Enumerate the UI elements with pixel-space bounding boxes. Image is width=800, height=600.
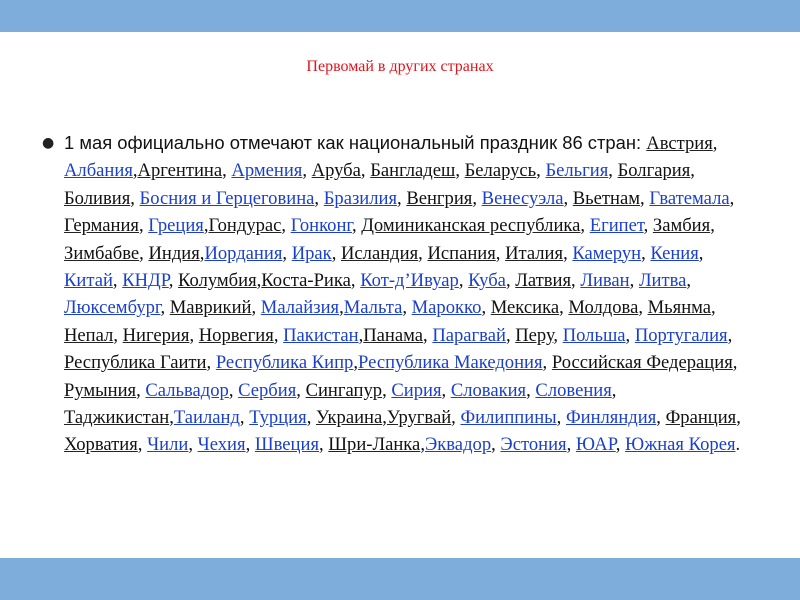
country-link[interactable]: Эстония <box>500 434 567 456</box>
country-link[interactable]: Сальвадор <box>145 379 229 401</box>
country-list <box>64 133 741 455</box>
country-name: Республика Гаити <box>64 352 207 374</box>
separator: , <box>331 242 341 264</box>
lead-text: 1 мая официально отмечают как национальный праздник 86 стран: <box>64 132 642 153</box>
country-link[interactable]: Люксембург <box>64 297 161 319</box>
country-name: Нигерия <box>122 324 190 346</box>
separator: , <box>710 215 715 237</box>
separator: , <box>245 434 255 456</box>
separator: , <box>306 407 316 429</box>
country-name: Мьянма <box>647 297 712 319</box>
country-link[interactable]: Парагвай <box>432 324 506 346</box>
separator: , <box>608 160 618 182</box>
separator: , <box>542 352 552 374</box>
separator: , <box>358 324 364 346</box>
separator: , <box>423 324 433 346</box>
separator: , <box>566 434 576 456</box>
country-link[interactable]: КНДР <box>122 270 169 292</box>
country-link[interactable]: Турция <box>249 407 307 429</box>
country-name: Франция <box>665 407 737 429</box>
slide-title: Первомай в других странах <box>306 58 494 75</box>
country-name: Беларусь <box>464 160 537 182</box>
country-link[interactable]: Сербия <box>238 379 297 401</box>
country-name: Исландия <box>341 242 419 264</box>
separator: , <box>553 324 563 346</box>
country-link[interactable]: Эквадор <box>424 434 492 456</box>
separator: , <box>656 407 666 429</box>
separator: , <box>136 379 146 401</box>
country-name: Сингапур <box>305 379 383 401</box>
country-link[interactable]: Греция <box>148 215 204 237</box>
country-link[interactable]: Таиланд <box>173 407 240 429</box>
country-link[interactable]: Финляндия <box>565 407 657 429</box>
separator: , <box>441 379 451 401</box>
separator: , <box>397 187 407 209</box>
country-name: Перу <box>515 324 554 346</box>
country-name: Бангладеш <box>370 160 456 182</box>
country-name: Австрия <box>646 133 713 154</box>
separator: , <box>625 324 635 346</box>
country-link[interactable]: Чехия <box>197 434 246 456</box>
country-name: Шри-Ланка <box>328 434 421 456</box>
country-link[interactable]: Республика Македония <box>358 352 543 374</box>
slide-body <box>64 130 754 459</box>
separator: , <box>402 297 412 319</box>
country-link[interactable]: Венесуэла <box>481 187 564 209</box>
country-name: Венгрия <box>406 187 473 209</box>
separator: , <box>203 215 209 237</box>
bottom-band <box>0 558 800 600</box>
separator: , <box>273 324 284 346</box>
separator: , <box>472 187 482 209</box>
country-link[interactable]: Армения <box>231 160 303 182</box>
separator: , <box>458 270 469 292</box>
separator: , <box>339 297 344 319</box>
separator: , <box>132 160 138 182</box>
separator: , <box>130 187 140 209</box>
country-name: Панама <box>363 324 424 346</box>
country-name: Коста-Рика <box>261 270 351 292</box>
country-name: Колумбия <box>178 270 257 292</box>
country-link[interactable]: Египет <box>589 215 644 237</box>
separator: , <box>296 379 306 401</box>
country-name: Норвегия <box>198 324 274 346</box>
separator: , <box>281 215 291 237</box>
separator: , <box>571 270 581 292</box>
country-name: Маврикий <box>169 297 252 319</box>
country-link[interactable]: Малайзия <box>260 297 340 319</box>
separator: , <box>563 242 573 264</box>
country-link[interactable]: Сирия <box>391 379 442 401</box>
separator: , <box>712 133 718 154</box>
separator: , <box>353 352 359 374</box>
country-name: Зимбабве <box>64 242 140 264</box>
bullet-icon: ● <box>42 135 55 151</box>
country-name: Аруба <box>311 160 361 182</box>
country-link[interactable]: Чили <box>147 434 189 456</box>
country-link[interactable]: Гонконг <box>290 215 352 237</box>
separator: , <box>736 407 741 429</box>
country-link[interactable]: Босния и Герцеговина <box>139 187 315 209</box>
separator: , <box>351 215 362 237</box>
country-name: Непал <box>64 324 114 346</box>
country-name: Российская Федерация <box>551 352 733 374</box>
separator: , <box>563 187 573 209</box>
separator: , <box>302 160 312 182</box>
separator: , <box>282 242 292 264</box>
separator: , <box>638 297 648 319</box>
separator: , <box>526 379 536 401</box>
country-name: Гондурас <box>208 215 282 237</box>
country-link[interactable]: Кения <box>650 242 699 264</box>
country-link[interactable]: Иордания <box>204 242 283 264</box>
country-link[interactable]: Марокко <box>411 297 482 319</box>
separator: , <box>239 407 250 429</box>
separator: , <box>137 434 148 456</box>
country-link[interactable]: Албания <box>64 160 133 182</box>
separator: , <box>206 352 216 374</box>
country-link[interactable]: Словакия <box>450 379 527 401</box>
country-name: Италия <box>505 242 564 264</box>
country-link[interactable]: Республика Кипр <box>215 352 354 374</box>
country-link[interactable]: Бельгия <box>545 160 609 182</box>
country-link[interactable]: Ливан <box>580 270 630 292</box>
separator: , <box>615 434 626 456</box>
separator: , <box>199 242 205 264</box>
country-name: Румыния <box>64 379 137 401</box>
separator: , <box>640 187 650 209</box>
separator: , <box>643 215 653 237</box>
country-name: Испания <box>427 242 496 264</box>
separator: , <box>641 242 651 264</box>
separator: , <box>711 297 716 319</box>
separator: , <box>319 434 329 456</box>
country-link[interactable]: Словения <box>535 379 612 401</box>
separator: , <box>350 270 361 292</box>
country-name: Мексика <box>490 297 560 319</box>
country-name: Болгария <box>617 160 691 182</box>
separator: , <box>420 434 425 456</box>
country-link[interactable]: Польша <box>562 324 626 346</box>
separator: , <box>160 297 170 319</box>
separator: , <box>729 187 735 209</box>
separator: , <box>732 352 738 374</box>
country-link[interactable]: Кот-д’Ивуар <box>360 270 459 292</box>
separator: , <box>698 242 704 264</box>
separator: , <box>228 379 239 401</box>
country-link[interactable]: Куба <box>468 270 506 292</box>
separator: , <box>168 270 179 292</box>
separator: , <box>536 160 546 182</box>
separator: , <box>189 324 199 346</box>
separator: , <box>451 407 461 429</box>
separator: , <box>360 160 371 182</box>
country-name: Таджикистан <box>64 407 170 429</box>
country-name: Доминиканская республика <box>361 215 581 237</box>
separator: , <box>138 215 149 237</box>
separator: , <box>727 324 733 346</box>
country-name: Аргентина <box>137 160 223 182</box>
country-link[interactable]: Португалия <box>634 324 728 346</box>
country-link[interactable]: Ирак <box>291 242 332 264</box>
separator: , <box>418 242 428 264</box>
country-name: Замбия <box>652 215 711 237</box>
separator: , <box>455 160 465 182</box>
separator: , <box>686 270 692 292</box>
separator: , <box>559 297 569 319</box>
separator: , <box>556 407 566 429</box>
country-name: Индия <box>148 242 200 264</box>
country-name: Уругвай <box>386 407 452 429</box>
separator: , <box>580 215 590 237</box>
separator: , <box>169 407 174 429</box>
country-name: Латвия <box>515 270 572 292</box>
separator: , <box>256 270 262 292</box>
country-name: Вьетнам <box>572 187 641 209</box>
top-band <box>0 0 800 32</box>
country-link[interactable]: Камерун <box>572 242 642 264</box>
separator: , <box>611 379 617 401</box>
separator: , <box>495 242 506 264</box>
separator: , <box>690 160 695 182</box>
separator: , <box>382 407 387 429</box>
separator: , <box>382 379 392 401</box>
country-link[interactable]: Пакистан <box>283 324 359 346</box>
separator: , <box>505 324 516 346</box>
country-link[interactable]: Южная Корея <box>625 434 736 456</box>
country-name: Украина <box>315 407 383 429</box>
country-link[interactable]: Бразилия <box>323 187 398 209</box>
country-link[interactable]: Гватемала <box>649 187 730 209</box>
separator: , <box>139 242 149 264</box>
separator: , <box>629 270 639 292</box>
separator: , <box>113 324 123 346</box>
country-link[interactable]: ЮАР <box>575 434 616 456</box>
separator: , <box>481 297 491 319</box>
separator: , <box>112 270 123 292</box>
country-link[interactable]: Швеция <box>254 434 319 456</box>
country-name: Боливия <box>64 187 131 209</box>
country-link[interactable]: Филиппины <box>460 407 557 429</box>
separator: , <box>222 160 232 182</box>
separator: , <box>188 434 198 456</box>
separator: , <box>314 187 324 209</box>
country-name: Хорватия <box>64 434 138 456</box>
country-link[interactable]: Мальта <box>343 297 403 319</box>
country-link[interactable]: Литва <box>638 270 687 292</box>
separator: . <box>735 434 741 456</box>
country-name: Германия <box>64 215 139 237</box>
country-link[interactable]: Китай <box>64 270 113 292</box>
separator: , <box>505 270 516 292</box>
separator: , <box>251 297 261 319</box>
separator: , <box>491 434 501 456</box>
country-name: Молдова <box>568 297 639 319</box>
